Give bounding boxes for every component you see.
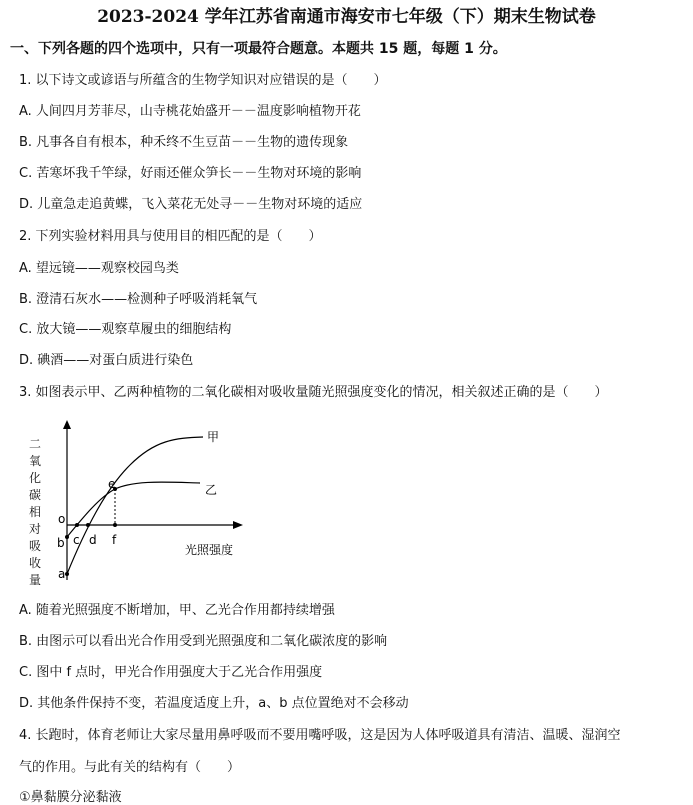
label-jia: 甲 (207, 430, 220, 444)
question-1-option-b: B. 凡事各自有根本，种禾终不生豆苗－－生物的遗传现象 (19, 135, 349, 150)
point-a (65, 572, 69, 576)
point-c (75, 523, 79, 527)
question-1-stem: 1. 以下诗文或谚语与所蕴含的生物学知识对应错误的是（ ） (19, 73, 387, 88)
point-b (65, 535, 69, 539)
y-label-line: 二氧 (29, 437, 42, 468)
question-2-option-c: C. 放大镜——观察草履虫的细胞结构 (19, 322, 232, 337)
curve-jia (67, 437, 203, 574)
figure-y-label (29, 436, 51, 589)
question-1-option-d: D. 儿童急走追黄蝶，飞入菜花无处寻－－生物对环境的适应 (19, 197, 363, 212)
page-title: 2023-2024 学年江苏省南通市海安市七年级（下）期末生物试卷 (97, 7, 596, 27)
question-3-option-a: A. 随着光照强度不断增加，甲、乙光合作用都持续增强 (19, 603, 335, 618)
label-b: b (57, 536, 65, 550)
x-axis-label: 光照强度 (185, 543, 234, 557)
question-3-stem: 3. 如图表示甲、乙两种植物的二氧化碳相对吸收量随光照强度变化的情况，相关叙述正确的是（ ） (19, 385, 608, 400)
question-4-stem-line-2: 气的作用。与此有关的结构有（ ） (19, 760, 241, 775)
label-d: d (89, 533, 97, 547)
label-a: a (58, 567, 66, 581)
question-3-option-d: D. 其他条件保持不变，若温度适度上升，a、b 点位置绝对不会移动 (19, 696, 409, 711)
label-f: f (112, 533, 117, 547)
label-o: o (58, 512, 66, 526)
question-2-option-a: A. 望远镜——观察校园鸟类 (19, 261, 179, 276)
photosynthesis-figure (25, 420, 295, 590)
section-heading: 一、下列各题的四个选项中，只有一项最符合题意。本题共 15 题，每题 1 分。 (10, 41, 507, 57)
y-axis-arrow (63, 420, 71, 429)
question-2-stem: 2. 下列实验材料用具与使用目的相匹配的是（ ） (19, 229, 322, 244)
question-1-option-a: A. 人间四月芳菲尽，山寺桃花始盛开－－温度影响植物开花 (19, 104, 361, 119)
point-f (113, 523, 117, 527)
y-label-line: 吸收 (29, 539, 42, 570)
y-label-line: 量 (29, 573, 42, 587)
label-yi: 乙 (205, 483, 218, 497)
label-c: c (73, 533, 80, 547)
label-e: e (108, 477, 116, 491)
question-3-option-b: B. 由图示可以看出光合作用受到光照强度和二氧化碳浓度的影响 (19, 634, 388, 649)
question-1-option-c: C. 苦寒坏我千竿绿，好雨还催众笋长－－生物对环境的影响 (19, 166, 362, 181)
question-4-item-1: ①鼻黏膜分泌黏液 (19, 790, 122, 805)
y-label-line: 化碳 (29, 471, 42, 502)
question-3-option-c: C. 图中 f 点时，甲光合作用强度大于乙光合作用强度 (19, 665, 323, 680)
question-2-option-d: D. 碘酒——对蛋白质进行染色 (19, 353, 194, 368)
x-axis-arrow (233, 521, 243, 529)
point-d (86, 523, 90, 527)
question-4-stem-line-1: 4. 长跑时，体育老师让大家尽量用鼻呼吸而不要用嘴呼吸，这是因为人体呼吸道具有清洁、温暖、湿润空 (19, 728, 621, 743)
figure-svg (25, 420, 295, 590)
question-2-option-b: B. 澄清石灰水——检测种子呼吸消耗氧气 (19, 292, 258, 307)
y-label-line: 相对 (29, 505, 42, 536)
